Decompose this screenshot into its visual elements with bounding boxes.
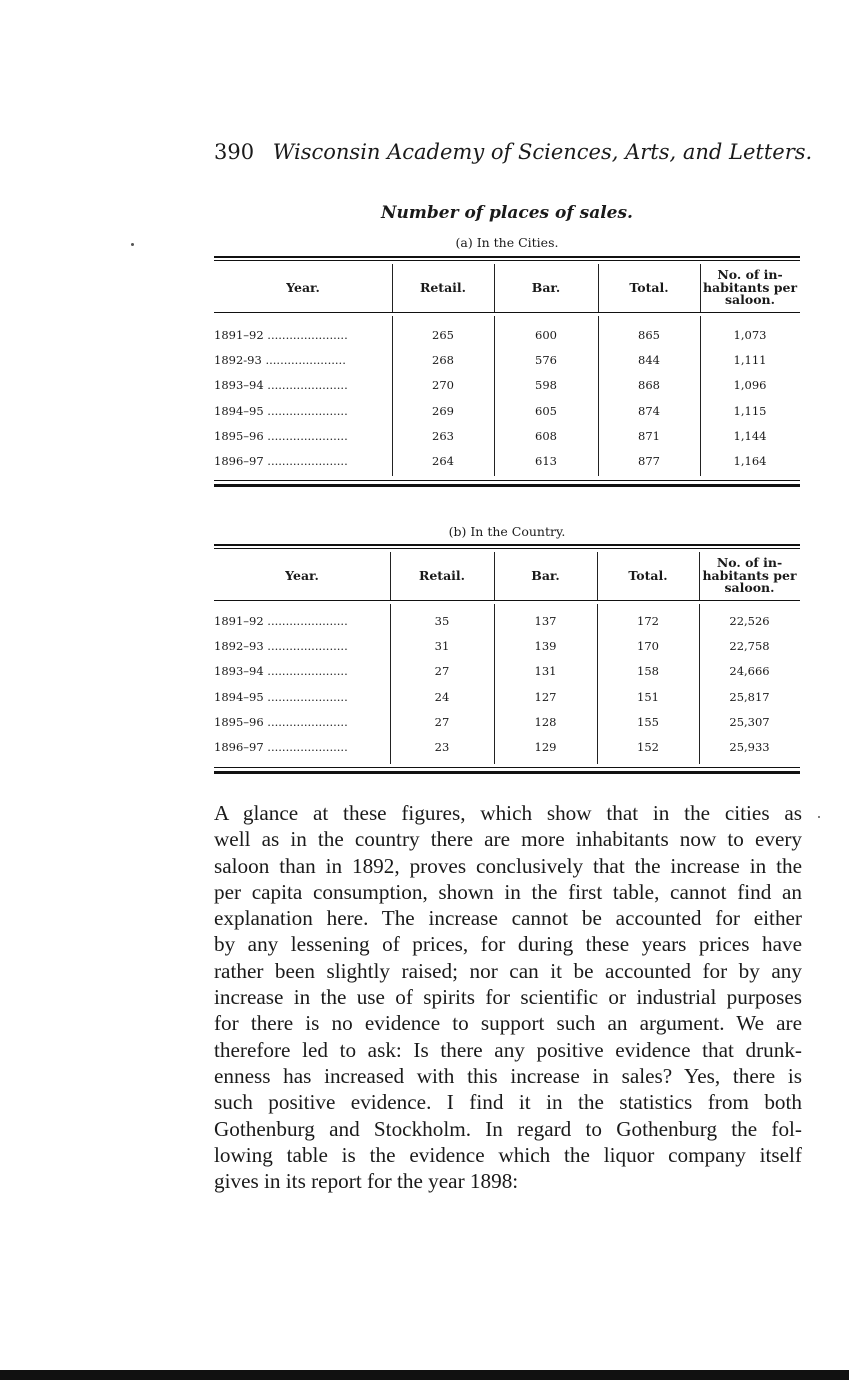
total-cell: 170	[637, 639, 659, 654]
inhabitants-cell: 25,307	[729, 714, 770, 729]
bar-cell: 613	[535, 454, 557, 468]
page-number: 390	[214, 140, 255, 164]
header-line: habitants per	[702, 279, 798, 295]
bar-cell: 598	[535, 378, 557, 393]
col-header-total: Total.	[629, 279, 669, 295]
table-a-subtitle: (a) In the Cities.	[455, 235, 559, 250]
paragraph-line: increase in the use of spirits for scientific or industrial purposes	[214, 985, 802, 1010]
total-cell: 868	[638, 378, 660, 393]
year-cell: 1896–97 ......................	[214, 454, 348, 468]
table-rule	[214, 600, 800, 601]
stray-mark	[131, 243, 134, 246]
table-row	[214, 404, 800, 429]
col-header-retail: Retail.	[418, 567, 466, 583]
year-cell: 1892-93 ......................	[214, 353, 346, 368]
table-rule	[214, 548, 800, 549]
retail-cell: 23	[434, 740, 450, 754]
retail-cell: 31	[434, 639, 450, 654]
bar-cell: 139	[534, 639, 557, 654]
retail-cell: 269	[432, 403, 454, 418]
year-cell: 1895–96 ......................	[214, 714, 348, 729]
total-cell: 155	[637, 714, 659, 729]
bar-cell: 576	[535, 353, 557, 368]
year-cell: 1894–95 ......................	[214, 403, 348, 418]
table-rule	[214, 544, 800, 546]
total-cell: 865	[638, 328, 660, 342]
total-cell: 158	[637, 664, 659, 679]
year-cell: 1892–93 ......................	[214, 639, 348, 654]
inhabitants-cell: 25,933	[729, 740, 770, 754]
retail-cell: 35	[434, 614, 450, 628]
bar-cell: 127	[534, 689, 557, 704]
table-b-subtitle: (b) In the Country.	[448, 524, 566, 539]
body-paragraph	[214, 800, 802, 1194]
table-row	[214, 378, 800, 403]
total-cell: 172	[637, 614, 659, 628]
bar-cell: 128	[534, 714, 557, 729]
table-row	[214, 429, 800, 454]
table-row	[214, 454, 800, 479]
total-cell: 152	[637, 740, 659, 754]
inhabitants-cell: 24,666	[729, 664, 770, 679]
paragraph-line: therefore led to ask: Is there any positive evidence that drunk-	[214, 1037, 802, 1062]
table-rule	[214, 771, 800, 774]
total-cell: 871	[638, 428, 660, 443]
inhabitants-cell: 1,144	[733, 428, 767, 443]
total-cell: 844	[638, 353, 660, 368]
retail-cell: 263	[432, 428, 454, 443]
paragraph-line: gives in its report for the year 1898:	[214, 1169, 519, 1194]
running-header	[214, 140, 813, 164]
paragraph-line: per capita consumption, shown in the first table, cannot find an	[214, 879, 802, 904]
retail-cell: 27	[434, 664, 450, 679]
table-rule	[214, 260, 800, 261]
table-row	[214, 715, 800, 740]
col-header-retail: Retail.	[419, 279, 467, 295]
inhabitants-cell: 1,115	[733, 403, 767, 418]
year-cell: 1896–97 ......................	[214, 740, 348, 754]
paragraph-line: enness has increased with this increase in sales? Yes, there is	[214, 1063, 802, 1088]
retail-cell: 24	[434, 689, 450, 704]
table-rule	[214, 312, 800, 313]
paragraph-line: rather been slightly raised; nor can it be accounted for by any	[214, 958, 802, 983]
table-cities	[214, 256, 800, 488]
total-cell: 874	[638, 403, 660, 418]
inhabitants-cell: 25,817	[729, 689, 770, 704]
table-row	[214, 614, 800, 639]
inhabitants-cell: 1,096	[733, 378, 767, 393]
paragraph-line: by any lessening of prices, for during these years prices have	[214, 932, 802, 957]
inhabitants-cell: 1,164	[733, 454, 767, 468]
inhabitants-cell: 22,758	[729, 639, 770, 654]
retail-cell: 268	[432, 353, 454, 368]
retail-cell: 265	[432, 328, 454, 342]
stray-mark	[818, 816, 820, 818]
col-header-total: Total.	[628, 567, 668, 583]
bar-cell: 131	[534, 664, 557, 679]
year-cell: 1891–92 ......................	[214, 614, 348, 628]
journal-title: Wisconsin Academy of Sciences, Arts, and Letters.	[272, 140, 813, 164]
paragraph-line: explanation here. The increase cannot be accounted for either	[214, 906, 802, 931]
paragraph-line: well as in the country there are more inhabitants now to every	[214, 827, 802, 852]
col-header-year: Year.	[286, 279, 320, 295]
paragraph-line: such positive evidence. I find it in the statistics from both	[214, 1090, 802, 1115]
table-row	[214, 740, 800, 765]
bar-cell: 137	[534, 614, 557, 628]
header-line: No. of in-	[716, 555, 783, 571]
paragraph-line: for there is no evidence to support such an argument. We are	[214, 1011, 802, 1036]
paragraph-line: saloon than in 1892, proves conclusively that the increase in the	[214, 853, 802, 878]
table-country	[214, 544, 800, 776]
inhabitants-cell: 1,073	[733, 328, 767, 342]
table-rule	[214, 480, 800, 481]
paragraph-line: lowing table is the evidence which the liquor company itself	[214, 1142, 802, 1167]
year-cell: 1895–96 ......................	[214, 428, 348, 443]
inhabitants-cell: 22,526	[729, 614, 770, 628]
header-line: saloon.	[725, 292, 775, 308]
col-header-inhabitants	[699, 552, 800, 600]
table-rule	[214, 484, 800, 487]
header-line: No. of in-	[717, 267, 783, 283]
retail-cell: 270	[432, 378, 454, 393]
header-line: habitants per	[702, 567, 797, 583]
col-header-inhabitants	[700, 264, 800, 312]
retail-cell: 264	[432, 454, 454, 468]
retail-cell: 27	[434, 714, 450, 729]
table-row	[214, 690, 800, 715]
paragraph-line: A glance at these figures, which show that in the cities as	[214, 801, 802, 825]
header-line: saloon.	[724, 580, 775, 596]
total-cell: 151	[637, 689, 659, 704]
table-title: Number of places of sales.	[381, 203, 633, 223]
table-row	[214, 328, 800, 353]
table-rule	[214, 256, 800, 258]
col-header-year: Year.	[285, 567, 319, 583]
table-row	[214, 664, 800, 689]
year-cell: 1893–94 ......................	[214, 378, 348, 393]
inhabitants-cell: 1,111	[733, 353, 767, 368]
year-cell: 1893–94 ......................	[214, 664, 348, 679]
table-rule	[214, 767, 800, 768]
col-header-bar: Bar.	[531, 279, 561, 295]
total-cell: 877	[638, 454, 660, 468]
paragraph-line: Gothenburg and Stockholm. In regard to Gothenburg the fol-	[214, 1116, 802, 1141]
year-cell: 1891–92 ......................	[214, 328, 348, 342]
table-row	[214, 353, 800, 378]
table-row	[214, 639, 800, 664]
scan-border	[0, 1370, 849, 1380]
col-header-bar: Bar.	[531, 567, 560, 583]
bar-cell: 605	[535, 403, 557, 418]
bar-cell: 600	[535, 328, 557, 342]
bar-cell: 608	[535, 428, 557, 443]
year-cell: 1894–95 ......................	[214, 689, 348, 704]
bar-cell: 129	[534, 740, 557, 754]
